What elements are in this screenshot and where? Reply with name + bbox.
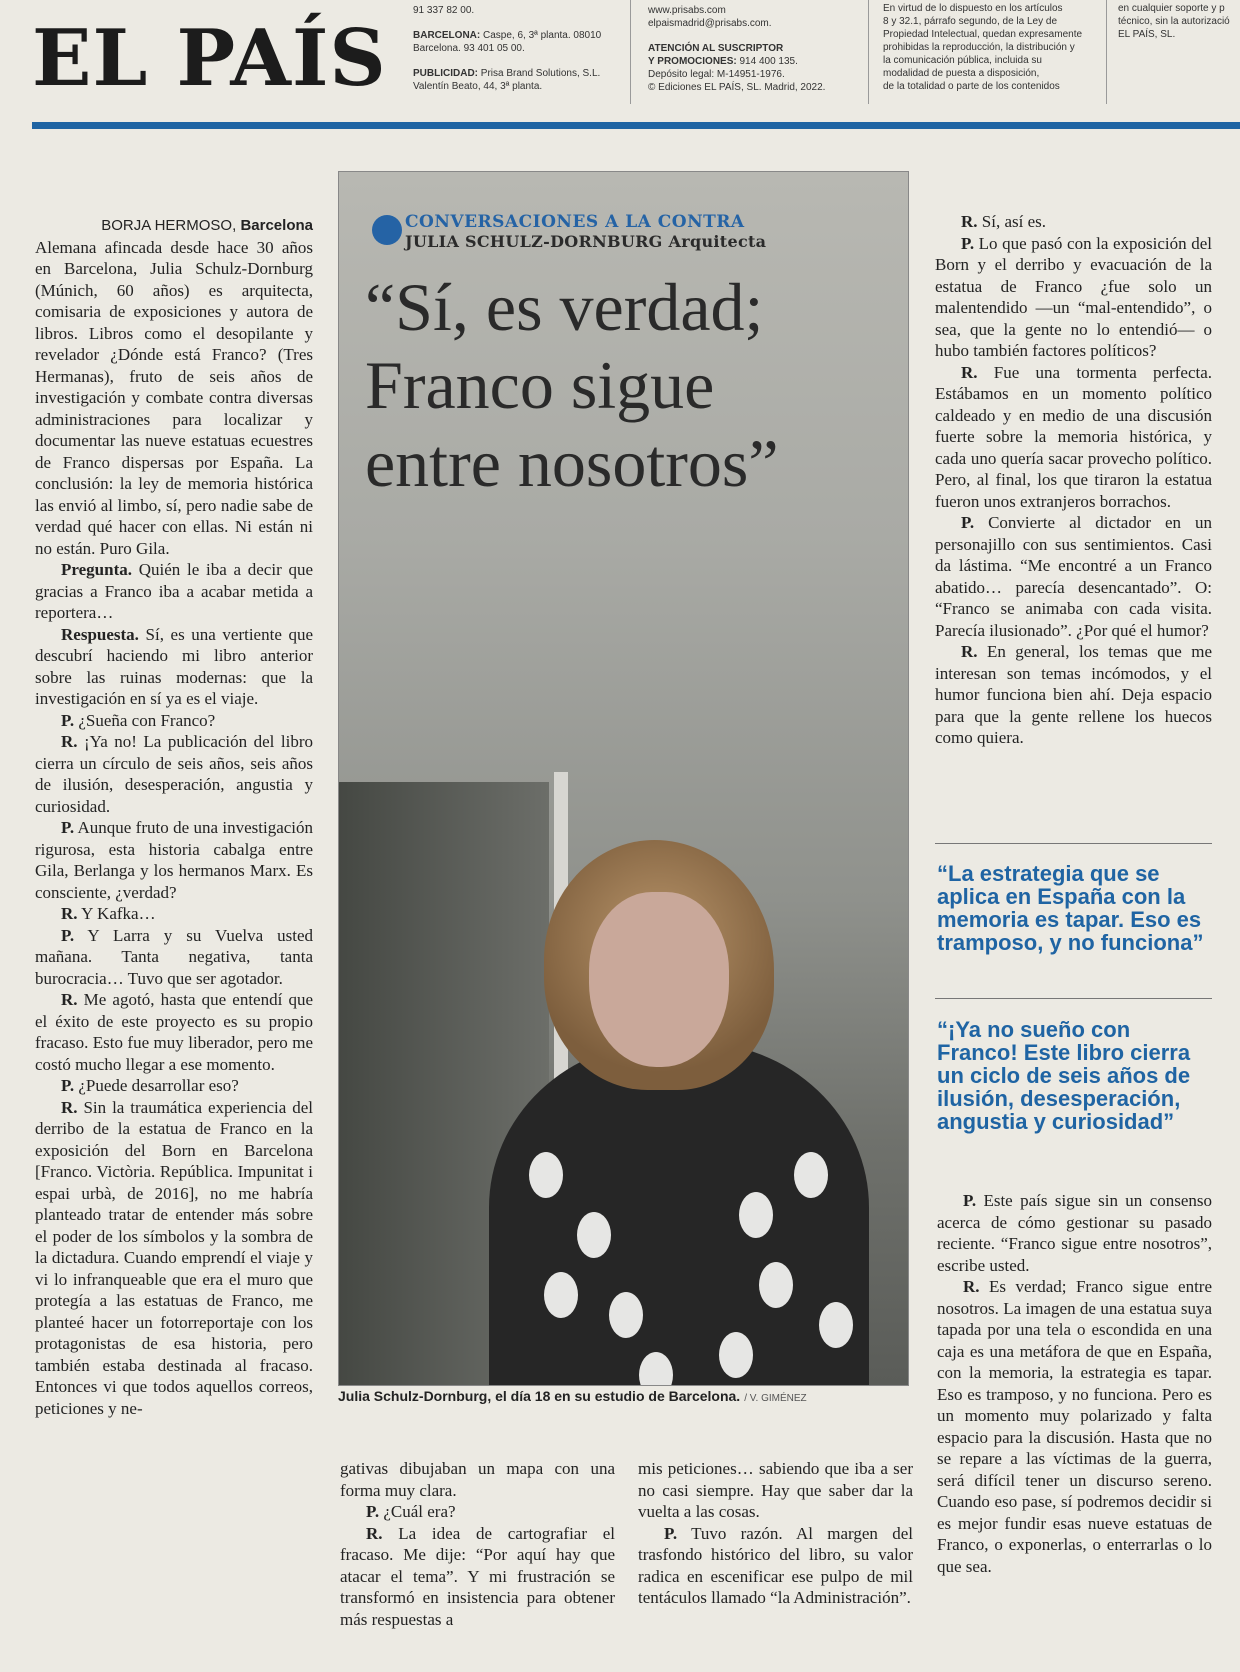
qa-paragraph	[35, 710, 313, 732]
qa-paragraph	[35, 817, 313, 903]
qa-marker: P.	[61, 925, 75, 945]
paragraph-text: ¿Cuál era?	[383, 1502, 456, 1521]
pullquote-rule	[935, 843, 1212, 844]
qa-paragraph	[35, 989, 313, 1075]
paragraph-text: En general, los temas que me interesan son temas incómodos, y el humor funciona bien ahí. Deja espacio para que la gente rellene los huecos como quiera.	[935, 642, 1212, 747]
qa-paragraph	[935, 211, 1212, 233]
paragraph-text: Me agotó, hasta que entendí que el éxito de este proyecto es su propio fracaso. Esto fue muy liberador, pero me costó mucho llegar a ese momento.	[35, 990, 313, 1074]
paragraph-text: ¡Ya no! La publicación del libro cierra un círculo de seis años, seis años de ilusión, desesperación, angustia y curiosidad.	[35, 732, 313, 816]
blouse-dot	[739, 1192, 773, 1238]
qa-marker: R.	[61, 904, 78, 923]
masthead-rule	[32, 122, 1240, 129]
paragraph-text: ¿Sueña con Franco?	[78, 710, 216, 730]
qa-paragraph	[35, 559, 313, 624]
qa-paragraph	[935, 233, 1212, 362]
caption-text: Julia Schulz-Dornburg, el día 18 en su estudio de Barcelona.	[338, 1388, 741, 1404]
qa-paragraph	[638, 1523, 913, 1609]
info-publicidad-text: Prisa Brand Solutions, S.L.	[480, 68, 601, 79]
qa-marker: R.	[961, 362, 978, 382]
legal-line: Propiedad Intelectual, quedan expresamente	[883, 29, 1083, 40]
info-barcelona-phone: Barcelona. 93 401 05 00.	[413, 43, 525, 54]
qa-paragraph	[35, 903, 313, 925]
legal-line: técnico, sin la autorizació	[1118, 16, 1230, 27]
info-email: elpaismadrid@prisabs.com.	[648, 18, 772, 29]
article-column-2	[340, 1458, 615, 1630]
info-atencion-label: ATENCIÓN AL SUSCRIPTOR	[648, 43, 784, 54]
info-promo-label: Y PROMOCIONES:	[648, 56, 737, 67]
paragraph-text: Y Kafka…	[81, 904, 156, 923]
continued-paragraph	[340, 1458, 615, 1501]
paragraph-text: Este país sigue sin un consenso acerca de cómo gestionar su pasado reciente. “Franco sigue entre nosotros”, escribe usted.	[937, 1191, 1213, 1275]
qa-paragraph	[35, 1075, 313, 1097]
info-phone: 91 337 82 00.	[413, 5, 475, 16]
interviewee-kicker	[405, 232, 766, 251]
headline-line: entre nosotros”	[365, 425, 779, 501]
paragraph-text: Quién le iba a decir que gracias a Franco iba a acabar metida a reportera…	[35, 560, 314, 622]
legal-line: EL PAÍS, SL.	[1118, 29, 1176, 40]
qa-paragraph	[340, 1501, 615, 1523]
qa-marker: P.	[366, 1502, 380, 1521]
byline	[35, 215, 313, 237]
blouse-dot	[794, 1152, 828, 1198]
blouse-dot	[609, 1292, 643, 1338]
paragraph-text: Y Larra y su Vuelva usted mañana. Tanta negativa, tanta burocracia… Tuvo que ser agotador.	[35, 925, 313, 988]
paragraph-text: mis peticiones… sabiendo que iba a ser no casi siempre. Hay que saber dar la vuelta a las cosas.	[638, 1459, 913, 1521]
masthead-info-subscriber	[648, 4, 858, 94]
paragraph-text: La idea de cartografiar el fracaso. Me dije: “Por aquí hay que atacar el tema”. Y mi frustración se transformó en insistencia para obtener más respuestas a	[340, 1523, 615, 1629]
qa-marker: P.	[961, 233, 975, 253]
qa-marker: P.	[664, 1523, 678, 1543]
paragraph-text: Fue una tormenta perfecta. Estábamos en un momento político caldeado y en medio de una discusión fuerte sobre la memoria histórica, y cada uno quería sacar provecho político. Pero, al final, los que tiraron la estatua fueron unos extranjeros borrachos.	[935, 362, 1213, 511]
blouse-dot	[577, 1212, 611, 1258]
intro-paragraph	[35, 237, 313, 560]
qa-paragraph	[35, 731, 313, 817]
blouse-dot	[759, 1262, 793, 1308]
qa-marker: R.	[963, 1277, 980, 1296]
info-publicidad-label: PUBLICIDAD:	[413, 68, 478, 79]
info-barcelona-label: BARCELONA:	[413, 30, 481, 41]
info-deposito: Depósito legal: M-14951-1976.	[648, 69, 785, 80]
article-column-4-bottom	[937, 1190, 1212, 1577]
paragraph-text: Lo que pasó con la exposición del Born y el derribo y evacuación de la estatua de Franco ¿fue solo un malentendido —un “mal-entendido”, o sea, que la gente no lo entendió— o hubo también factores políticos?	[935, 233, 1213, 360]
pullquote-1: “La estrategia que se aplica en España con la memoria es tapar. Eso es tramposo, y no funciona”	[937, 861, 1204, 955]
photo-figure-face	[589, 892, 729, 1067]
paragraph-text: ¿Puede desarrollar eso?	[78, 1076, 239, 1095]
qa-marker: R.	[61, 1097, 78, 1117]
qa-marker: Pregunta.	[61, 560, 132, 579]
qa-paragraph	[35, 1097, 313, 1420]
blouse-dot	[529, 1152, 563, 1198]
section-bullet-icon	[372, 215, 402, 245]
paragraph-text: Sin la traumática experiencia del derribo de la estatua de Franco en la exposición del Born en Barcelona [Franco. Victòria. República. Impunitat i espai urbà, de 2016], no me habría planteado tratar de entender más sobre el poder de los símbolos y la sombra de la dictadura. Cuando emprendí el viaje y vi lo infranqueable que era el muro que protegía a las estatuas de Franco, me planteé hacer un fotorreportaje con los protagonistas de esa historia, pero también estaba destinada al fracaso. Entonces vi que todos aquellos correos, peticiones y ne-	[35, 1097, 313, 1418]
masthead-divider	[630, 0, 631, 104]
article-column-3	[638, 1458, 913, 1609]
headline-line: “Sí, es verdad;	[365, 269, 764, 345]
legal-line: la comunicación pública, incluida su	[883, 55, 1042, 66]
masthead-info-legal	[883, 2, 1093, 93]
article-column-4-top	[935, 211, 1212, 749]
masthead-info-contacts	[413, 4, 613, 93]
qa-marker: P.	[61, 818, 75, 837]
paragraph-text: Es verdad; Franco sigue entre nosotros. La imagen de una estatua suya tapada por una tela o escondida en una caja es una metáfora de que en España, con la memoria, la estrategia es tapar. Eso es tramposo, y no funciona. Pero es un momento muy polarizado y falta espacio para la discusión. Hasta que no se repare a las víctimas de la guerra, será difícil tener un discurso sereno. Cuando eso pase, sí podremos decidir si es mejor fundir esas nueve estatuas de Franco, o exponerlas, o enterrarlas o lo que sea.	[937, 1277, 1212, 1576]
paragraph-text: Convierte al dictador en un personajillo con sus sentimientos. Casi da lástima. “Me encontré a un Franco abatido… parecía desencantado”. O: “Franco se animaba con cada visita. Parecía ilusionado”. ¿Por qué el humor?	[935, 513, 1212, 640]
qa-marker: P.	[961, 513, 975, 532]
paragraph-text: Sí, así es.	[981, 212, 1047, 231]
interviewee-name: JULIA SCHULZ-DORNBURG	[405, 232, 663, 251]
qa-marker: R.	[366, 1523, 383, 1543]
interviewee-role: Arquitecta	[668, 232, 767, 251]
headline-line: Franco sigue	[365, 347, 715, 423]
qa-paragraph	[935, 641, 1212, 749]
headline	[365, 268, 885, 502]
qa-marker: R.	[61, 732, 78, 751]
paragraph-text: Tuvo razón. Al margen del trasfondo histórico del libro, su valor radica en escenificar ese pulpo de mil tentáculos llamado “la Administración”.	[638, 1523, 913, 1607]
continued-paragraph	[638, 1458, 913, 1523]
legal-line: modalidad de puesta a disposición,	[883, 68, 1040, 79]
legal-line: prohibidas la reproducción, la distribución y	[883, 42, 1075, 53]
legal-line: 8 y 32.1, párrafo segundo, de la Ley de	[883, 16, 1058, 27]
info-barcelona-address: Caspe, 6, 3ª planta. 08010	[483, 30, 602, 41]
section-kicker: CONVERSACIONES A LA CONTRA	[405, 212, 745, 232]
byline-place: Barcelona	[240, 217, 313, 234]
qa-paragraph	[935, 362, 1212, 513]
qa-paragraph	[35, 624, 313, 710]
paragraph-text: gativas dibujaban un mapa con una forma muy clara.	[340, 1459, 615, 1500]
photo-figure-body	[489, 1042, 869, 1386]
legal-line: en cualquier soporte y p	[1118, 3, 1225, 14]
paragraph-text: Alemana afincada desde hace 30 años en Barcelona, Julia Schulz-Dornburg (Múnich, 60 años) es arquitecta, comisaria de exposiciones y autora de libros. Libros como el desopilante y revelador ¿Dónde está Franco? (Tres Hermanas), fruto de seis años de investigación y combate contra diversas administraciones para localizar y documentar las nueve estatuas ecuestres de Franco dispersas por España. La conclusión: la ley de memoria histórica las envió al limbo, sí, pero nadie sabe de verdad qué hacer con ellas. Ni están ni no están. Puro Gila.	[35, 237, 313, 558]
legal-line: de la totalidad o parte de los contenidos	[883, 81, 1060, 92]
qa-marker: R.	[61, 990, 78, 1009]
masthead-divider	[1106, 0, 1107, 104]
photo-caption	[338, 1388, 807, 1404]
pullquote-2: “¡Ya no sueño con Franco! Este libro cierra un ciclo de seis años de ilusión, desesperación, angustia y curiosidad”	[937, 1017, 1191, 1134]
info-ediciones: © Ediciones EL PAÍS, SL. Madrid, 2022.	[648, 82, 826, 93]
qa-paragraph	[937, 1276, 1212, 1577]
qa-paragraph	[340, 1523, 615, 1631]
info-publicidad-address: Valentín Beato, 44, 3ª planta.	[413, 81, 543, 92]
blouse-dot	[544, 1272, 578, 1318]
qa-marker: R.	[961, 212, 978, 231]
info-web: www.prisabs.com	[648, 5, 726, 16]
info-promo-phone: 914 400 135.	[739, 56, 798, 67]
qa-marker: P.	[61, 710, 75, 730]
masthead-info-legal-continued	[1118, 2, 1238, 41]
qa-marker: P.	[963, 1191, 977, 1210]
paragraph-text: Aunque fruto de una investigación rigurosa, esta historia cabalga entre Gila, Berlanga y los hermanos Marx. Es consciente, ¿verdad?	[35, 818, 314, 902]
newspaper-logo: EL PAÍS	[32, 13, 387, 104]
paragraph-text: Sí, es una vertiente que descubrí haciendo mi libro anterior sobre las ruinas modernas: que la investigación en sí ya es el viaje.	[35, 624, 313, 708]
qa-paragraph	[937, 1190, 1212, 1276]
pullquote-rule	[935, 998, 1212, 999]
article-column-1	[35, 215, 313, 1419]
legal-line: En virtud de lo dispuesto en los artículos	[883, 3, 1063, 14]
photo-credit: / V. GIMÉNEZ	[744, 1393, 807, 1404]
qa-marker: Respuesta.	[61, 624, 139, 644]
blouse-dot	[819, 1302, 853, 1348]
qa-marker: P.	[61, 1076, 75, 1095]
qa-paragraph	[35, 925, 313, 990]
qa-paragraph	[935, 512, 1212, 641]
masthead-divider	[868, 0, 869, 104]
qa-marker: R.	[961, 642, 978, 661]
blouse-dot	[719, 1332, 753, 1378]
byline-author: BORJA HERMOSO,	[101, 217, 237, 234]
